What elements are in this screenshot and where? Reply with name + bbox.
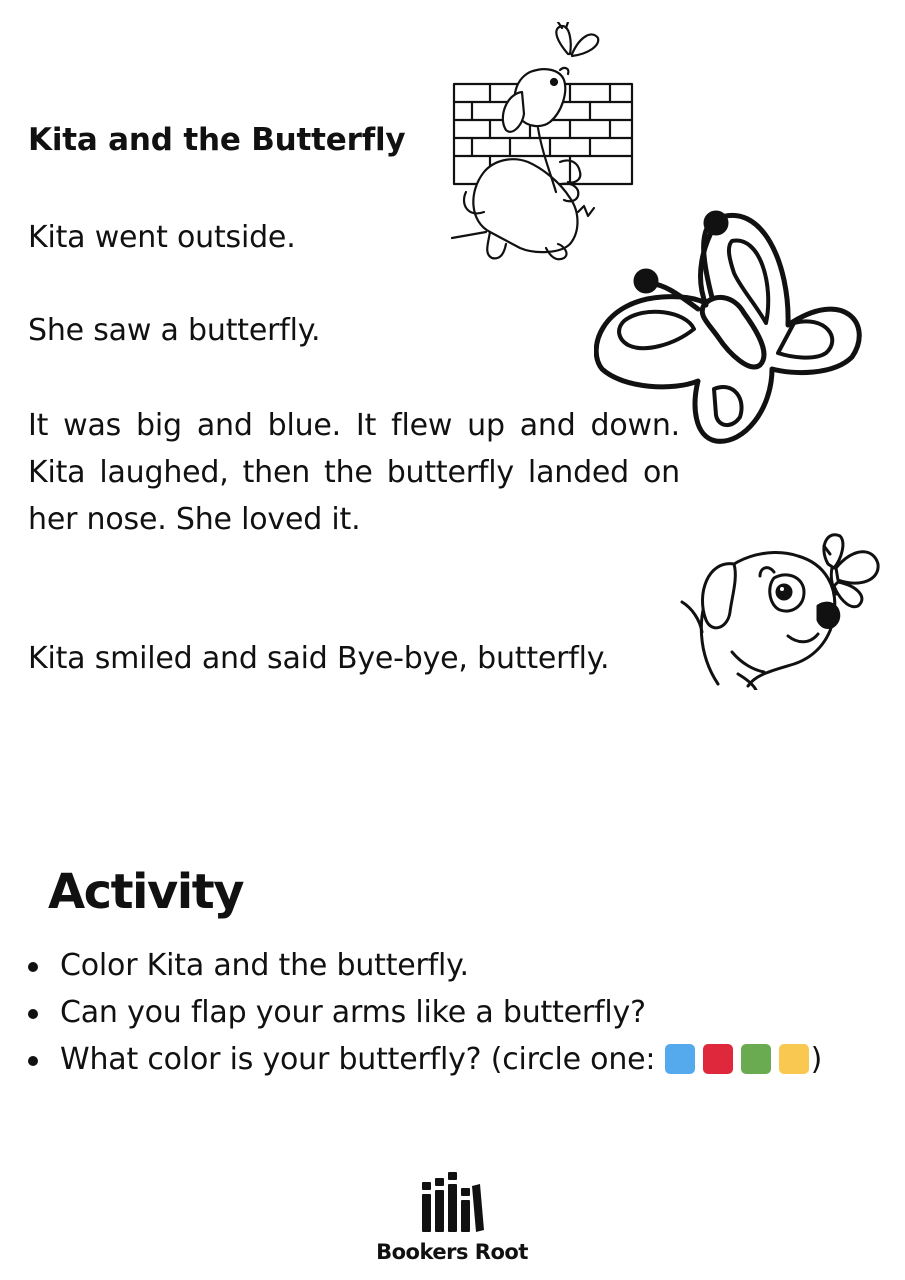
bookshelf-logo-icon: [418, 1170, 486, 1236]
activity-item-flap: Can you flap your arms like a butterfly?: [28, 989, 822, 1036]
story-title: Kita and the Butterfly: [28, 122, 406, 158]
butterfly-icon: [594, 205, 864, 450]
story-line-2: She saw a butterfly.: [28, 313, 321, 348]
activity-item-choose-color-text: What color is your butterfly? (circle one:: [60, 1042, 665, 1077]
swatch-red[interactable]: [703, 1044, 733, 1074]
swatch-blue[interactable]: [665, 1044, 695, 1074]
brand-name: Bookers Root: [376, 1240, 528, 1264]
activity-item-choose-color: [28, 1036, 822, 1083]
activity-item-color: Color Kita and the butterfly.: [28, 942, 822, 989]
swatch-green[interactable]: [741, 1044, 771, 1074]
story-line-1: Kita went outside.: [28, 220, 296, 255]
story-line-4: Kita smiled and said Bye-bye, butterfly.: [28, 641, 610, 676]
puppy-with-butterfly-icon: [678, 524, 888, 690]
activity-item-closing: ): [810, 1042, 823, 1077]
swatch-yellow[interactable]: [779, 1044, 809, 1074]
story-paragraph: It was big and blue. It flew up and down. Kita laughed, then the butterfly landed on her nose. She loved it.: [28, 408, 680, 537]
activity-title: Activity: [48, 864, 243, 920]
activity-list: [28, 942, 822, 1083]
